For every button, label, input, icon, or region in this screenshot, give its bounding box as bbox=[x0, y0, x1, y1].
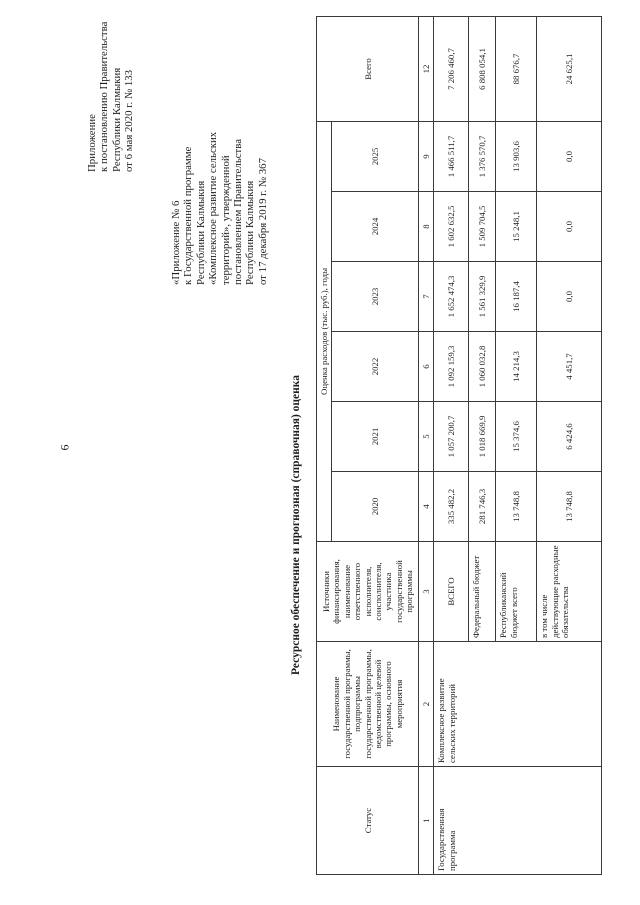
value-cell: 13 903,6 bbox=[496, 121, 537, 191]
header-source: Источники финансирования, наименование ответственного исполнителя, соисполнителя, участника государственной программы bbox=[317, 542, 419, 642]
attachment-line: к постановлению Правительства bbox=[98, 21, 111, 172]
attachment-note bbox=[86, 22, 136, 172]
value-cell: 1 060 032,8 bbox=[469, 332, 496, 402]
quoted-attachment-line: Республики Калмыкия bbox=[244, 180, 257, 285]
value-cell: 1 092 159,3 bbox=[434, 332, 469, 402]
row-name: Комплексное развитие сельских территорий bbox=[434, 642, 602, 767]
column-number: 6 bbox=[419, 332, 434, 402]
header-year: 2020 bbox=[332, 472, 419, 542]
row-source: ВСЕГО bbox=[434, 542, 469, 642]
attachment-line: от 6 мая 2020 г. № 133 bbox=[123, 69, 136, 172]
column-number: 5 bbox=[419, 402, 434, 472]
attachment-line: Приложение bbox=[86, 114, 98, 172]
header-year: 2023 bbox=[332, 262, 419, 332]
column-number: 8 bbox=[419, 192, 434, 262]
value-cell: 16 187,4 bbox=[496, 262, 537, 332]
value-cell: 7 206 460,7 bbox=[434, 16, 469, 121]
value-cell: 1 602 632,5 bbox=[434, 192, 469, 262]
value-cell: 1 057 200,7 bbox=[434, 402, 469, 472]
column-number: 4 bbox=[419, 472, 434, 542]
row-source: Республиканский бюджет всего bbox=[496, 542, 537, 642]
value-cell: 14 214,3 bbox=[496, 332, 537, 402]
column-number: 9 bbox=[419, 121, 434, 191]
value-cell: 6 424,6 bbox=[537, 402, 602, 472]
value-cell: 88 676,7 bbox=[496, 16, 537, 121]
value-cell: 1 509 704,5 bbox=[469, 192, 496, 262]
quoted-attachment-line: «Приложение № 6 bbox=[170, 200, 182, 285]
quoted-attachment-line: от 17 декабря 2019 г. № 367 bbox=[256, 158, 269, 285]
value-cell: 1 652 474,3 bbox=[434, 262, 469, 332]
value-cell: 6 808 054,1 bbox=[469, 16, 496, 121]
quoted-attachment-line: к Государственной программе bbox=[182, 146, 195, 285]
value-cell: 281 746,3 bbox=[469, 472, 496, 542]
row-source: в том числе действующие расходные обязательства bbox=[537, 542, 602, 642]
attachment-line: Республики Калмыкия bbox=[110, 67, 123, 172]
value-cell: 0,0 bbox=[537, 262, 602, 332]
header-year: 2025 bbox=[332, 121, 419, 191]
value-cell: 1 561 329,9 bbox=[469, 262, 496, 332]
value-cell: 0,0 bbox=[537, 121, 602, 191]
row-source: Федеральный бюджет bbox=[469, 542, 496, 642]
table-row bbox=[434, 16, 469, 874]
value-cell: 15 248,1 bbox=[496, 192, 537, 262]
column-number: 2 bbox=[419, 642, 434, 767]
value-cell: 15 374,6 bbox=[496, 402, 537, 472]
value-cell: 13 748,8 bbox=[496, 472, 537, 542]
quoted-attachment-line: постановлением Правительства bbox=[232, 138, 245, 285]
header-total: Всего bbox=[317, 16, 419, 121]
column-number: 1 bbox=[419, 767, 434, 875]
quoted-attachment-line: территорий», утвержденной bbox=[219, 155, 232, 285]
quoted-attachment-note bbox=[170, 132, 269, 285]
header-name: Наименование государственной программы, подпрограммы государственной программы, ведомственной целевой программы, основного мероприятия bbox=[317, 642, 419, 767]
row-status: Государственная программа bbox=[434, 767, 602, 875]
header-year: 2022 bbox=[332, 332, 419, 402]
value-cell: 1 466 511,7 bbox=[434, 121, 469, 191]
value-cell: 1 376 570,7 bbox=[469, 121, 496, 191]
value-cell: 24 625,1 bbox=[537, 16, 602, 121]
quoted-attachment-line: «Комплексное развитие сельских bbox=[207, 131, 220, 285]
quoted-attachment-line: Республики Калмыкия bbox=[194, 180, 207, 285]
value-cell: 0,0 bbox=[537, 192, 602, 262]
column-number: 7 bbox=[419, 262, 434, 332]
header-year: 2021 bbox=[332, 402, 419, 472]
resource-table bbox=[316, 16, 602, 875]
value-cell: 335 482,2 bbox=[434, 472, 469, 542]
header-estimate-group: Оценка расходов (тыс. руб.), годы bbox=[317, 121, 332, 541]
header-status: Статус bbox=[317, 767, 419, 875]
column-number: 3 bbox=[419, 542, 434, 642]
value-cell: 4 451,7 bbox=[537, 332, 602, 402]
document-title: Ресурсное обеспечение и прогнозная (справочная) оценка bbox=[290, 375, 302, 675]
value-cell: 13 748,8 bbox=[537, 472, 602, 542]
page-number: 6 bbox=[57, 444, 72, 451]
header-year: 2024 bbox=[332, 192, 419, 262]
column-number: 12 bbox=[419, 16, 434, 121]
value-cell: 1 018 669,9 bbox=[469, 402, 496, 472]
